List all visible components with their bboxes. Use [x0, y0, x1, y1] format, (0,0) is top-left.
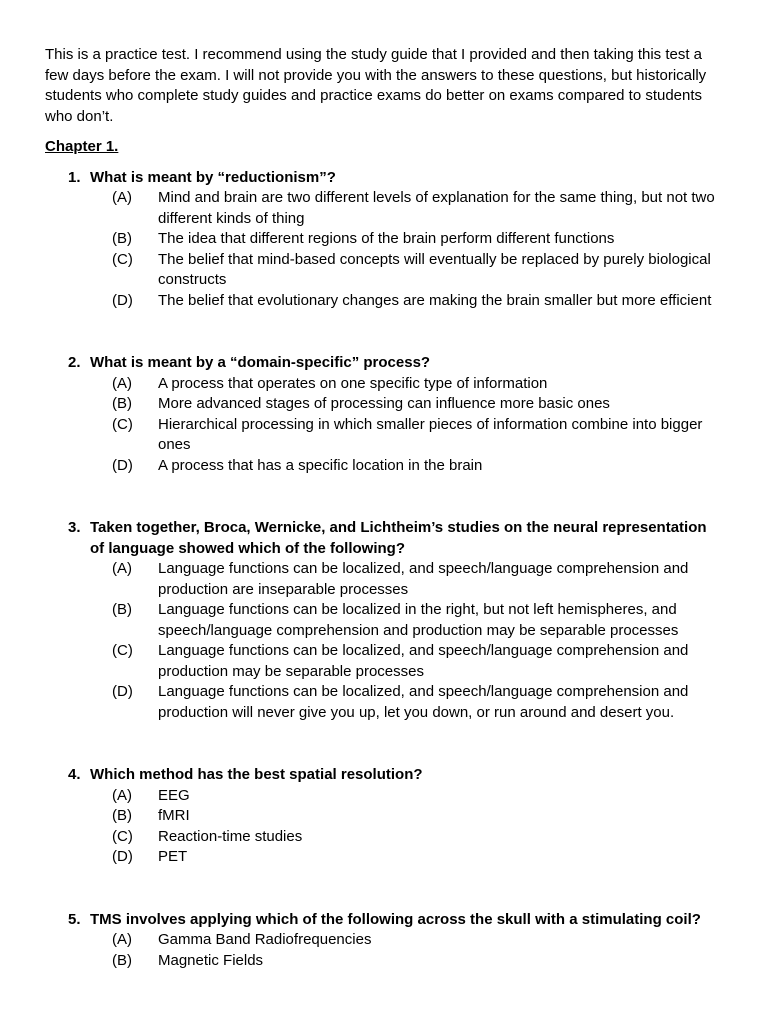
question-5 — [45, 910, 724, 972]
option-label: (B) — [112, 951, 132, 969]
option-label: (A) — [112, 786, 132, 804]
option-a — [45, 930, 724, 951]
option-d — [45, 456, 724, 477]
option-b — [45, 600, 724, 641]
question-4 — [45, 765, 724, 868]
option-a — [45, 559, 724, 600]
option-b — [45, 394, 724, 415]
option-label: (A) — [112, 189, 132, 206]
option-label: (A) — [112, 931, 132, 948]
option-label: (D) — [112, 848, 133, 865]
option-label: (B) — [112, 807, 132, 824]
option-label: (C) — [112, 827, 133, 845]
question-number: 4. — [68, 766, 81, 783]
option-text: Language functions can be localized, and speech/language comprehension and production may be separable processes — [158, 642, 689, 680]
option-text: Language functions can be localized in the right, but not left hemispheres, and speech/language comprehension and production may be separable processes — [158, 601, 679, 639]
option-label: (D) — [112, 291, 133, 309]
intro-paragraph: This is a practice test. I recommend using the study guide that I provided and then taking this test a few days before the exam. I will not provide you with the answers to these questions, but historically students who complete study guides and practice exams do better on exams compared to students who don’t. — [45, 46, 707, 125]
option-list — [45, 930, 724, 971]
question-text: Which method has the best spatial resolution? — [90, 766, 423, 783]
option-b — [45, 806, 724, 827]
option-text: A process that operates on one specific type of information — [158, 374, 548, 392]
question-number: 5. — [68, 910, 81, 928]
option-text: Reaction-time studies — [158, 827, 303, 845]
option-list — [45, 559, 724, 723]
question-text: What is meant by “reductionism”? — [90, 168, 336, 186]
option-text: Gamma Band Radiofrequencies — [158, 931, 372, 948]
question-2 — [45, 353, 724, 476]
option-label: (B) — [112, 601, 132, 618]
question-stem — [45, 168, 724, 189]
option-label: (B) — [112, 230, 132, 247]
option-d — [45, 291, 724, 312]
option-b — [45, 229, 724, 250]
question-number: 1. — [68, 168, 81, 186]
option-label: (A) — [112, 374, 132, 392]
option-text: More advanced stages of processing can influence more basic ones — [158, 395, 610, 412]
option-text: Language functions can be localized, and speech/language comprehension and production are inseparable processes — [158, 560, 689, 598]
option-label: (C) — [112, 642, 133, 659]
option-list — [45, 786, 724, 868]
option-text: Mind and brain are two different levels of explanation for the same thing, but not two different kinds of thing — [158, 189, 715, 227]
option-text: fMRI — [158, 807, 190, 824]
option-c — [45, 415, 724, 456]
option-c — [45, 827, 724, 848]
option-label: (B) — [112, 395, 132, 412]
question-1 — [45, 168, 724, 312]
option-c — [45, 250, 724, 291]
option-a — [45, 188, 724, 229]
option-label: (D) — [112, 683, 133, 700]
question-number: 3. — [68, 519, 81, 536]
option-text: Magnetic Fields — [158, 951, 264, 969]
option-text: Language functions can be localized, and speech/language comprehension and production will never give you up, let you down, or run around and desert you. — [158, 683, 689, 721]
option-label: (D) — [112, 456, 133, 474]
option-label: (C) — [112, 250, 133, 268]
option-text: PET — [158, 848, 188, 865]
option-label: (C) — [112, 415, 133, 433]
option-d — [45, 847, 724, 868]
question-number: 2. — [68, 354, 81, 371]
option-text: The idea that different regions of the brain perform different functions — [158, 230, 615, 247]
question-text: What is meant by a “domain-specific” process? — [90, 354, 431, 371]
option-text: A process that has a specific location in the brain — [158, 456, 483, 474]
question-stem — [45, 518, 724, 559]
question-stem — [45, 353, 724, 374]
option-a — [45, 374, 724, 395]
option-c — [45, 641, 724, 682]
question-stem — [45, 765, 724, 786]
question-text: Taken together, Broca, Wernicke, and Lichtheim’s studies on the neural representation of language showed which of the following? — [90, 519, 707, 557]
option-list — [45, 188, 724, 311]
question-text: TMS involves applying which of the following across the skull with a stimulating coil? — [90, 910, 701, 928]
option-text: EEG — [158, 786, 190, 804]
option-text: The belief that mind-based concepts will eventually be replaced by purely biological constructs — [158, 250, 711, 288]
option-d — [45, 682, 724, 723]
chapter-heading: Chapter 1. — [45, 138, 119, 155]
option-text: Hierarchical processing in which smaller pieces of information combine into bigger ones — [158, 415, 703, 453]
option-text: The belief that evolutionary changes are making the brain smaller but more efficient — [158, 291, 712, 309]
option-a — [45, 786, 724, 807]
question-3 — [45, 518, 724, 723]
option-b — [45, 951, 724, 972]
option-list — [45, 374, 724, 477]
option-label: (A) — [112, 560, 132, 577]
question-stem — [45, 910, 724, 931]
